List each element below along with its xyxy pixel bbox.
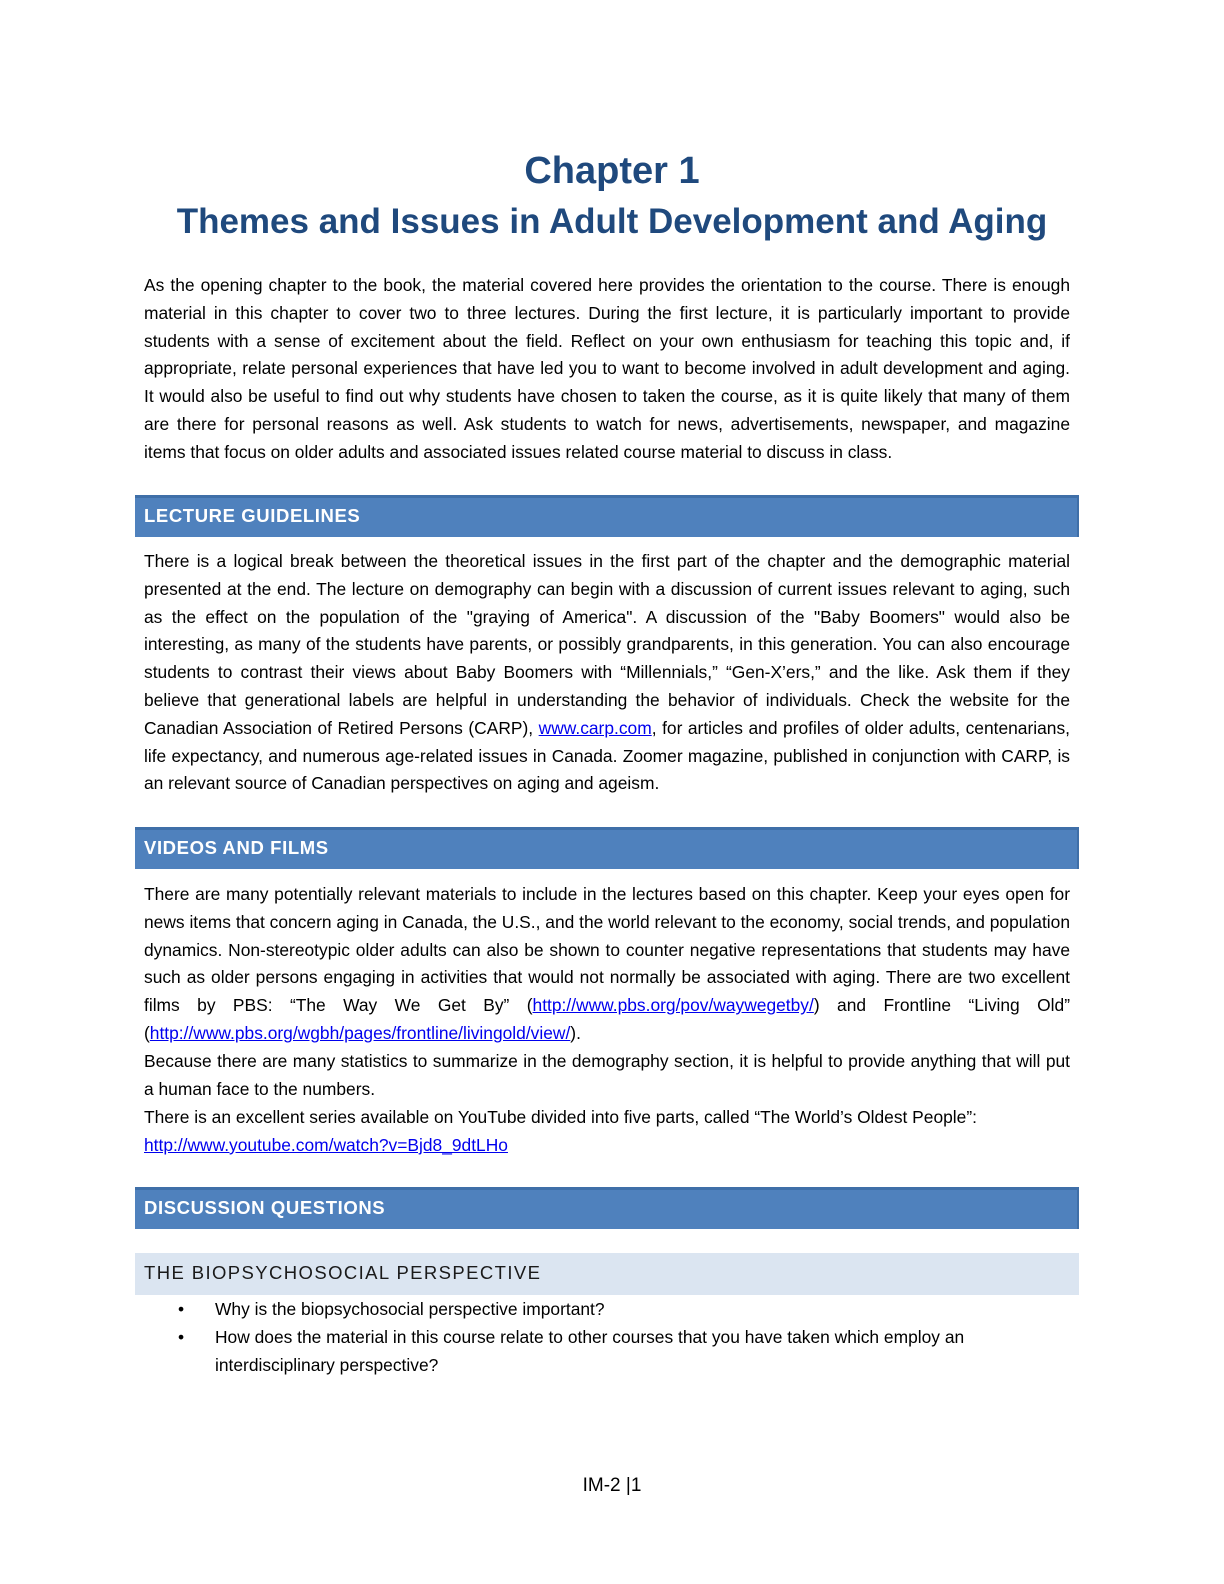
subsection-heading: THE BIOPSYCHOSOCIAL PERSPECTIVE bbox=[144, 1262, 542, 1283]
videos-paragraph-3 bbox=[144, 1104, 1070, 1160]
videos-text-3: ). bbox=[570, 1022, 581, 1043]
intro-paragraph: As the opening chapter to the book, the material covered here provides the orientation to the course. There is enough material in this chapter to cover two to three lectures. During the first lecture, it is particularly important to provide students with a sense of excitement about the field. Reflect on your own enthusiasm for teaching this topic and, if appropriate, relate personal experiences that have led you to want to become involved in adult development and aging. It would also be useful to find out why students have chosen to taken the course, as it is quite likely that many of them are there for personal reasons as well. Ask students to watch for news, advertisements, newspaper, and magazine items that focus on older adults and associated issues related course material to discuss in class. bbox=[144, 275, 1070, 462]
carp-link[interactable]: www.carp.com bbox=[538, 717, 652, 738]
section-header-discussion bbox=[135, 1187, 1079, 1229]
videos-text-1: There are many potentially relevant materials to include in the lectures based on this chapter. Keep your eyes open for news items that concern aging in Canada, the U.S., and the world relevant to the economy, social trends, and population dynamics. Non-stereotypic older adults can also be shown to counter negative representations that students may have such as older persons engaging in activities that would not normally be associated with aging. There are two excellent films by PBS: “The Way We Get By” ( bbox=[144, 884, 1070, 1016]
pbs-waywegetby-link[interactable]: http://www.pbs.org/pov/waywegetby/ bbox=[532, 995, 814, 1016]
lecture-paragraph bbox=[144, 548, 1070, 798]
chapter-title: Themes and Issues in Adult Development and Aging bbox=[176, 202, 1048, 241]
question-text: Why is the biopsychosocial perspective important? bbox=[215, 1299, 605, 1319]
subsection-header-biopsychosocial bbox=[135, 1253, 1079, 1295]
section-heading: LECTURE GUIDELINES bbox=[144, 505, 361, 526]
discussion-question-list bbox=[144, 1296, 1070, 1379]
question-text: How does the material in this course relate to other courses that you have taken which employ an interdisciplinary perspective? bbox=[215, 1326, 965, 1375]
pbs-livingold-link[interactable]: http://www.pbs.org/wgbh/pages/frontline/livingold/view/ bbox=[149, 1022, 571, 1043]
bullet-icon: • bbox=[178, 1299, 185, 1319]
section-header-lecture bbox=[135, 495, 1079, 537]
lecture-text-1: There is a logical break between the theoretical issues in the first part of the chapter and the demographic material presented at the end. The lecture on demography can begin with a discussion of current issues relevant to aging, such as the effect on the population of the "graying of America". A discussion of the "Baby Boomers" would also be interesting, as many of the students have parents, or possibly grandparents, in this generation. You can also encourage students to contrast their views about Baby Boomers with “Millennials,” “Gen-X’ers,” and the like. Ask them if they believe that generational labels are helpful in understanding the behavior of individuals. Check the website for the Canadian Association of Retired Persons (CARP), bbox=[144, 551, 1070, 738]
list-item bbox=[144, 1324, 1070, 1380]
bullet-icon: • bbox=[178, 1326, 185, 1347]
section-header-videos bbox=[135, 827, 1079, 869]
page-number: IM-2 |1 bbox=[582, 1475, 642, 1496]
section-heading: VIDEOS AND FILMS bbox=[144, 837, 329, 858]
videos-paragraph-2: Because there are many statistics to summarize in the demography section, it is helpful to provide anything that will put a human face to the numbers. bbox=[144, 1051, 1070, 1099]
lecture-text-2: , for articles and profiles of older adults, centenarians, life expectancy, and numerous age-related issues in Canada. Zoomer magazine, published in conjunction with CARP, is an relevant source of Canadian perspectives on aging and ageism. bbox=[144, 717, 1070, 794]
videos-text-4: There is an excellent series available on YouTube divided into five parts, called “The World’s Oldest People”: bbox=[144, 1107, 977, 1127]
youtube-link[interactable]: http://www.youtube.com/watch?v=Bjd8_9dtLHo bbox=[144, 1134, 508, 1155]
videos-text-2: ) and Frontline “Living Old” ( bbox=[144, 995, 1070, 1043]
list-item bbox=[144, 1296, 1070, 1324]
videos-paragraph-1 bbox=[144, 881, 1070, 1048]
section-heading: DISCUSSION QUESTIONS bbox=[144, 1197, 386, 1218]
chapter-number: Chapter 1 bbox=[524, 150, 700, 192]
